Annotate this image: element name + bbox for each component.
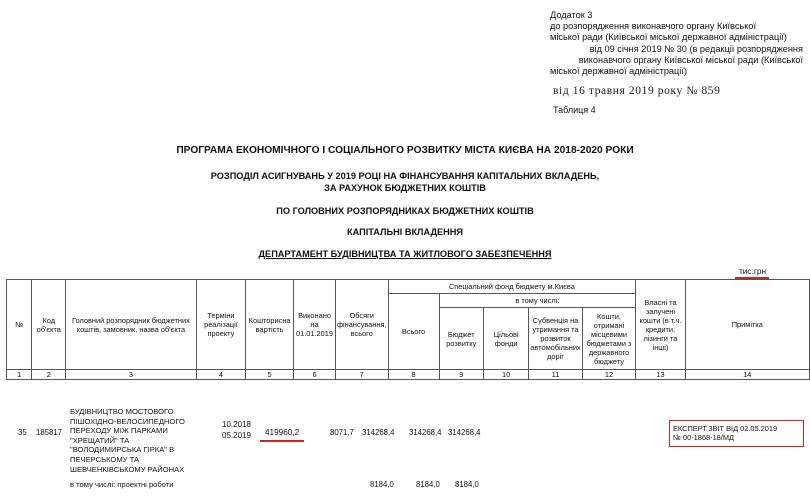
column-number: 12: [582, 370, 636, 380]
term-start: 10.2018: [222, 420, 251, 429]
program-title: ПРОГРАМА ЕКОНОМІЧНОГО І СОЦІАЛЬНОГО РОЗВИТКУ МІСТА КИЄВА НА 2018-2020 РОКИ: [176, 145, 634, 156]
column-number: 13: [636, 370, 685, 380]
header-no: №: [7, 280, 32, 370]
column-number: 2: [32, 370, 66, 380]
annex-line: до розпорядження виконавчого органу Київської: [550, 21, 756, 32]
column-number: 5: [246, 370, 294, 380]
object-name: БУДІВНИЦТВО МОСТОВОГО ПІШОХІДНО-ВЕЛОСИПЕДНОГО ПЕРЕХОДУ МІЖ ПАРКАМИ "ХРЕЩАТИЙ" ТА "ВОЛОДИМИРСЬКА ГІРКА" В ПЕЧЕРСЬКОМУ ТА ШЕВЧЕНКІВСЬКОМУ РАЙОНАХ: [70, 407, 185, 474]
allocation-title-line: РОЗПОДІЛ АСИГНУВАНЬ У 2019 РОЦІ НА ФІНАНСУВАННЯ КАПІТАЛЬНИХ ВКЛАДЕНЬ,: [210, 171, 600, 181]
subrow-dev-budget: 8184,0: [455, 480, 479, 489]
header-special-fund: Спеціальний фонд бюджету м.Києва: [388, 280, 636, 294]
subrow-total: 8184,0: [416, 480, 440, 489]
header-done: Виконано на 01.01.2019: [294, 280, 336, 370]
header-name: Головний розпорядник бюджетних коштів, замовник, назва об'єкта: [66, 280, 197, 370]
column-number: 11: [529, 370, 582, 380]
managers-title: ПО ГОЛОВНИХ РОЗПОРЯДНИКАХ БЮДЖЕТНИХ КОШТІВ: [276, 206, 534, 216]
annex-line: від 09 січня 2019 № 30 (в редакції розпорядження: [589, 43, 803, 54]
annex-line: міської державної адміністрації): [550, 66, 687, 77]
annex-block: [550, 10, 805, 77]
header-subvention: Субвенція на утримання та розвиток автомобільних доріг: [529, 308, 582, 370]
header-total: Всього: [388, 294, 439, 370]
header-local-funds: Кошти, отримані місцевими бюджетами з державного бюджету: [582, 308, 636, 370]
term-end: 05.2019: [222, 431, 251, 440]
annex-line: виконавчого органу Київської міської ради (Київської: [578, 54, 803, 65]
column-number: 8: [388, 370, 439, 380]
note-line: ЕКСПЕРТ.ЗВІТ ВІД 02.05.2019: [673, 424, 778, 433]
header-note: Примітка: [685, 280, 809, 370]
row-number: 35: [18, 428, 27, 437]
header-own-funds: Власні та залучені кошти (в т.ч. кредити, лізинги та інші): [636, 280, 685, 370]
done-value: 8071,7: [330, 428, 354, 437]
column-number: 9: [439, 370, 484, 380]
allocation-title: [0, 170, 810, 194]
allocation-title-line: ЗА РАХУНОК БЮДЖЕТНИХ КОШТІВ: [324, 183, 486, 193]
column-number: 10: [484, 370, 529, 380]
table-number: Таблиця 4: [553, 105, 596, 115]
estimate-highlight-underline: [260, 440, 304, 442]
section-title: КАПІТАЛЬНІ ВКЛАДЕННЯ: [346, 227, 464, 237]
unit-label: тис.грн: [739, 266, 767, 276]
amendment-date: від 16 травня 2019 року № 859: [553, 85, 721, 97]
header-volume: Обсяги фінансування, всього: [335, 280, 388, 370]
annex-line: міської ради (Київської міської державної адміністрації): [550, 32, 787, 43]
column-number: 4: [196, 370, 245, 380]
header-dev-budget: Бюджет розвитку: [439, 308, 484, 370]
estimate-value: 419960,2: [265, 428, 300, 437]
column-number: 1: [7, 370, 32, 380]
header-incl: в тому числі:: [439, 294, 636, 308]
object-code: 185817: [36, 428, 63, 437]
note-line: № 00-1868-18/МД: [673, 433, 735, 442]
annex-line: Додаток 3: [550, 10, 593, 20]
column-number: 7: [335, 370, 388, 380]
header-target-funds: Цільові фонди: [484, 308, 529, 370]
department-title: ДЕПАРТАМЕНТ БУДІВНИЦТВА ТА ЖИТЛОВОГО ЗАБЕЗПЕЧЕННЯ: [258, 249, 552, 259]
column-number: 3: [66, 370, 197, 380]
volume-value: 314268,4: [362, 428, 395, 437]
dev-budget-value: 314268,4: [448, 428, 481, 437]
header-code: Код об'єкта: [32, 280, 66, 370]
header-estimate: Кошторисна вартість: [246, 280, 294, 370]
subrow-volume: 8184,0: [370, 480, 394, 489]
total-value: 314268,4: [409, 428, 442, 437]
column-number: 6: [294, 370, 336, 380]
header-terms: Терміни реалізації проекту: [196, 280, 245, 370]
expert-report-note: [673, 424, 777, 442]
subrow-label: в тому числі: проектні роботи: [70, 480, 174, 489]
budget-table: [6, 279, 810, 380]
column-number: 14: [685, 370, 809, 380]
